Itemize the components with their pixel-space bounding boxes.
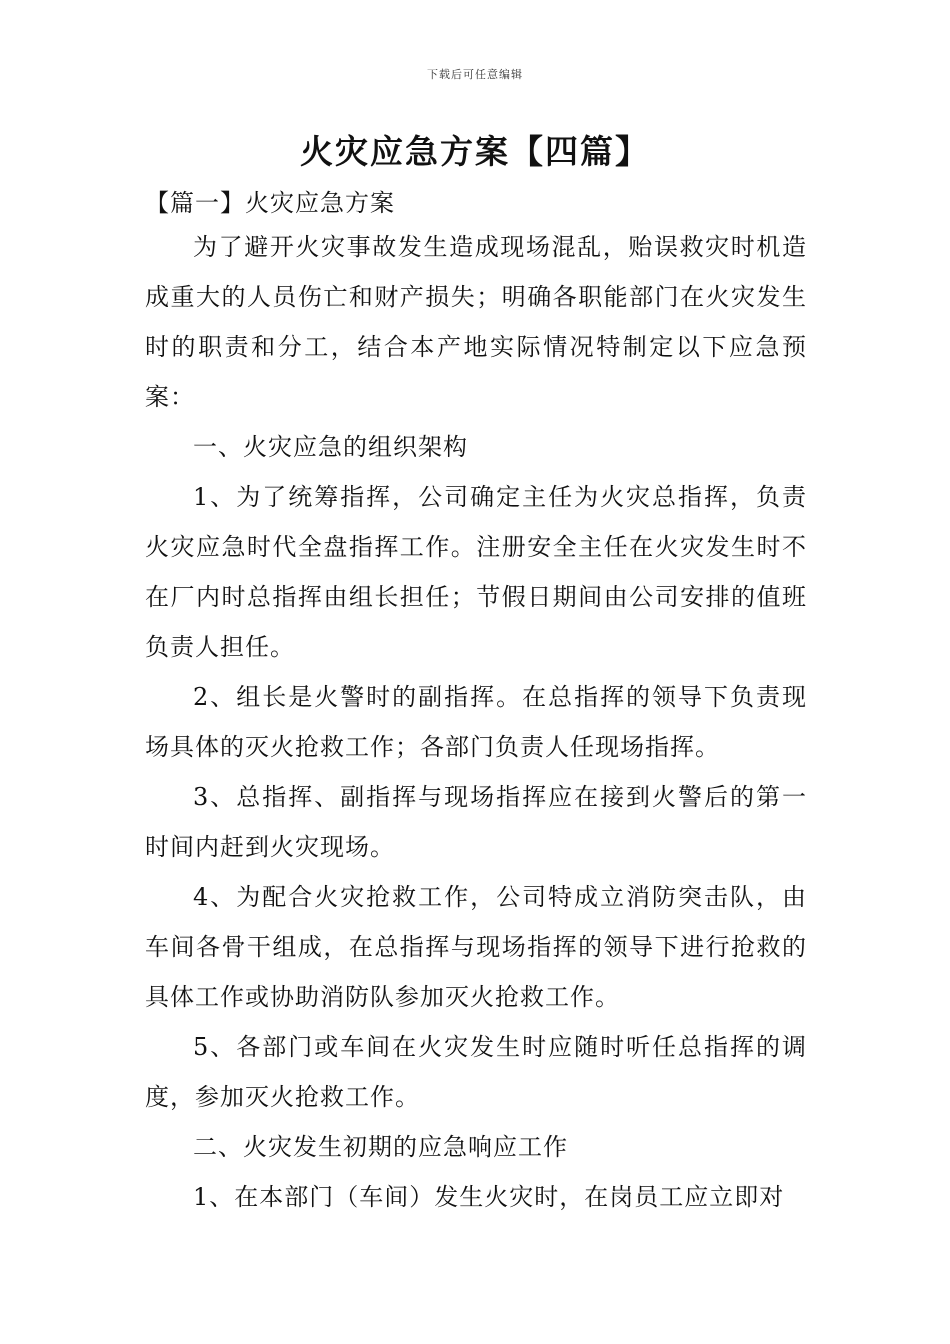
paragraph: 1、为了统筹指挥，公司确定主任为火灾总指挥，负责火灾应急时代全盘指挥工作。注册安全主任在火灾发生时不在厂内时总指挥由组长担任；节假日期间由公司安排的值班负责人担任。 (145, 483, 807, 661)
document-title: 火灾应急方案【四篇】 (300, 132, 650, 171)
paragraph: 5、各部门或车间在火灾发生时应随时听任总指挥的调度，参加灭火抢救工作。 (145, 1033, 807, 1111)
paragraph: 3、总指挥、副指挥与现场指挥应在接到火警后的第一时间内赶到火灾现场。 (145, 783, 807, 861)
paragraph: 一、火灾应急的组织架构 (193, 433, 468, 461)
section-heading: 【篇一】火灾应急方案 (145, 189, 395, 217)
document-body (145, 222, 807, 1222)
header-note: 下载后可任意编辑 (427, 68, 523, 81)
paragraph: 4、为配合火灾抢救工作，公司特成立消防突击队，由车间各骨干组成，在总指挥与现场指挥的领导下进行抢救的具体工作或协助消防队参加灭火抢救工作。 (145, 883, 807, 1011)
paragraph: 为了避开火灾事故发生造成现场混乱，贻误救灾时机造成重大的人员伤亡和财产损失；明确各职能部门在火灾发生时的职责和分工，结合本产地实际情况特制定以下应急预案： (145, 233, 807, 411)
paragraph: 二、火灾发生初期的应急响应工作 (193, 1133, 568, 1161)
paragraph: 2、组长是火警时的副指挥。在总指挥的领导下负责现场具体的灭火抢救工作；各部门负责人任现场指挥。 (145, 683, 807, 761)
paragraph: 1、在本部门（车间）发生火灾时，在岗员工应立即对 (193, 1183, 785, 1211)
